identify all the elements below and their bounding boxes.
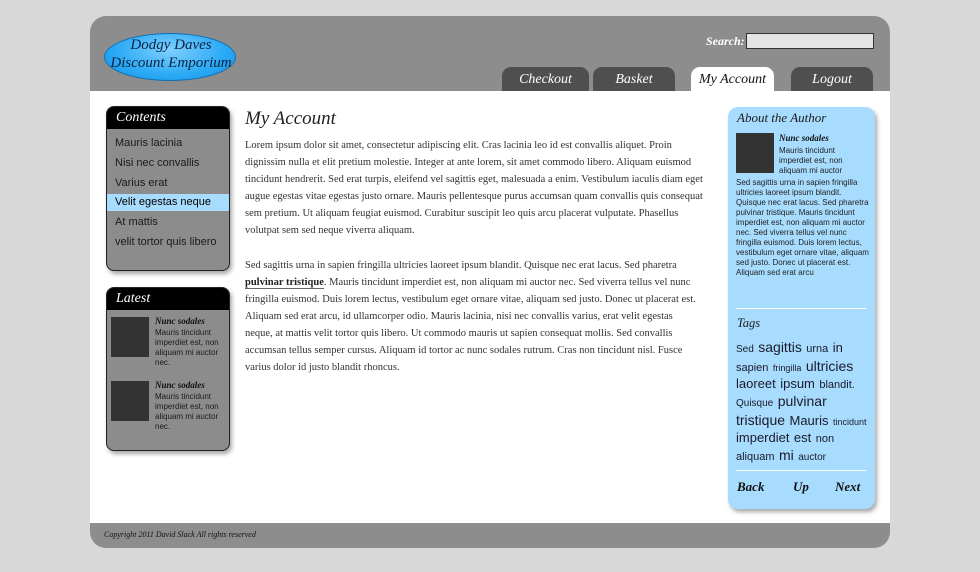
logo-line-2: Discount Emporium xyxy=(110,55,232,71)
contents-list xyxy=(107,129,229,251)
author-name: Nunc sodales xyxy=(779,133,829,143)
tag-link[interactable]: ultricies xyxy=(805,358,854,374)
tag-link[interactable]: Quisque xyxy=(736,398,774,409)
tag-link[interactable]: Sed xyxy=(736,344,754,355)
latest-item-text: Mauris tincidunt imperdiet est, non aliquam mi auctor nec. xyxy=(155,392,219,431)
search-input[interactable] xyxy=(746,33,874,49)
site-footer xyxy=(90,523,890,548)
about-author-title: About the Author xyxy=(737,110,827,125)
tab-basket[interactable]: Basket xyxy=(593,67,675,91)
contents-item-velit-egestas-neque[interactable]: Velit egestas neque xyxy=(107,194,229,211)
tags-title: Tags xyxy=(737,316,761,330)
page-frame xyxy=(90,16,890,548)
contents-panel xyxy=(106,106,230,271)
pulvinar-tristique-link[interactable]: pulvinar tristique xyxy=(245,277,324,288)
contents-item-varius-erat[interactable]: Varius erat xyxy=(115,176,168,189)
author-bio: Sed sagittis urna in sapien fringilla ultricies laoreet ipsum blandit. Quisque nec erat lacus. Sed pharetra pulvinar tristique. Mauris tincidunt imperdiet est, non aliquam mi auctor nec. Sed viverra tellus vel nunc fringilla euismod. Duis lorem lectus, vestibulum eget ornare vitae, aliquam sed justo. Donec ut placerat est. Aliquam sed erat arcu xyxy=(736,178,869,277)
latest-item-title[interactable]: Nunc sodales xyxy=(155,316,205,326)
logo-text xyxy=(90,36,252,72)
tag-link[interactable]: Mauris xyxy=(789,413,829,428)
up-link[interactable]: Up xyxy=(793,479,809,494)
tag-link[interactable]: in xyxy=(832,340,843,355)
latest-thumbnail[interactable] xyxy=(111,381,149,421)
divider xyxy=(736,308,866,309)
tag-link[interactable]: tincidunt xyxy=(832,417,867,427)
tag-link[interactable]: ipsum xyxy=(780,376,815,391)
tag-link[interactable]: fringilla xyxy=(772,363,802,373)
latest-item-title[interactable]: Nunc sodales xyxy=(155,380,205,390)
tab-logout[interactable]: Logout xyxy=(791,67,873,91)
contents-item-nisi-nec-convallis[interactable]: Nisi nec convallis xyxy=(115,156,200,169)
latest-item[interactable] xyxy=(111,317,229,373)
tag-link[interactable]: blandit. xyxy=(819,379,855,391)
page-title: My Account xyxy=(245,108,336,129)
contents-title: Contents xyxy=(107,107,229,129)
latest-panel xyxy=(106,287,230,451)
tag-link[interactable]: aliquam xyxy=(736,451,775,463)
tag-link[interactable]: laoreet xyxy=(736,376,776,391)
tag-link[interactable]: pulvinar xyxy=(777,393,827,409)
tag-link[interactable]: est xyxy=(793,430,812,445)
tag-cloud xyxy=(736,339,872,466)
logo-line-1: Dodgy Daves xyxy=(130,37,212,53)
back-link[interactable]: Back xyxy=(737,479,765,494)
body-paragraph-2 xyxy=(245,257,703,376)
tag-link[interactable]: auctor xyxy=(798,452,827,463)
contents-item-mauris-lacinia[interactable]: Mauris lacinia xyxy=(115,137,183,149)
latest-thumbnail[interactable] xyxy=(111,317,149,357)
tag-link[interactable]: urna xyxy=(806,343,829,355)
body-paragraph-1: Lorem ipsum dolor sit amet, consectetur adipiscing elit. Cras lacinia leo id est convallis aliquet. Proin dignissim nulla et elit pretium molestie. Integer at ante lorem, sit amet commodo libero. Aliquam euismod tincidunt hendrerit. Sed erat turpis, eleifend vel sagittis eget, malesuada a enim. Vestibulum iaculis diam eget augue egestas vitae egestas justo ornare. Mauris pellentesque purus accumsan quam convallis quis consequat sem pretium. Ut aliquam feugiat euismod. Curabitur suscipit leo quis arcu placerat vulputate. Phasellus volutpat sem sed neque viverra aliquam. xyxy=(245,140,703,236)
tag-link[interactable]: sapien xyxy=(736,362,769,374)
tag-link[interactable]: sagittis xyxy=(758,339,802,355)
paragraph-text: Sed sagittis urna in sapien fringilla ultricies laoreet ipsum blandit. Quisque nec erat lacus. Sed pharetra xyxy=(245,260,677,271)
tag-link[interactable]: tristique xyxy=(736,412,786,428)
tag-link[interactable]: mi xyxy=(778,447,794,463)
next-link[interactable]: Next xyxy=(835,479,861,494)
author-avatar xyxy=(736,133,774,173)
tab-my-account[interactable]: My Account xyxy=(691,67,774,91)
author-summary: Mauris tincidunt imperdiet est, non aliquam mi auctor xyxy=(779,146,843,175)
tag-link[interactable]: imperdiet xyxy=(736,430,790,445)
latest-title: Latest xyxy=(107,288,229,310)
contents-item-at-mattis[interactable]: At mattis xyxy=(115,216,158,229)
paragraph-text: . Mauris tincidunt imperdiet est, non aliquam mi auctor nec. Sed viverra tellus vel nunc fringilla euismod. Duis lorem lectus, vestibulum eget ornare vitae, aliquam sed justo. Donec ut placerat est. Aliquam sed erat arcu, id ullamcorper odio. Mauris lacinia, nisi nec convallis varius, erat velit egestas neque, at mattis velit tortor quis libero. Ut commodo mauris ut sapien consequat mollis. Sed convallis accumsan tellus semper cursus. Aliquam id tortor ac nunc sodales rutrum. Cras non tincidunt nisl. Fusce varius dolor id justo blandit rhoncus. xyxy=(245,277,696,373)
tag-link[interactable]: non xyxy=(815,433,835,445)
contents-item-velit-tortor[interactable]: velit tortor quis libero xyxy=(115,235,217,248)
about-author-panel xyxy=(728,107,875,509)
latest-item[interactable] xyxy=(111,381,229,437)
site-header xyxy=(90,16,890,91)
copyright-text: Copyright 2011 David Slack All rights reserved xyxy=(104,530,256,539)
tab-checkout[interactable]: Checkout xyxy=(502,67,589,91)
search-label: Search: xyxy=(706,34,745,48)
divider xyxy=(736,470,866,471)
latest-item-text: Mauris tincidunt imperdiet est, non aliquam mi auctor nec. xyxy=(155,328,219,367)
